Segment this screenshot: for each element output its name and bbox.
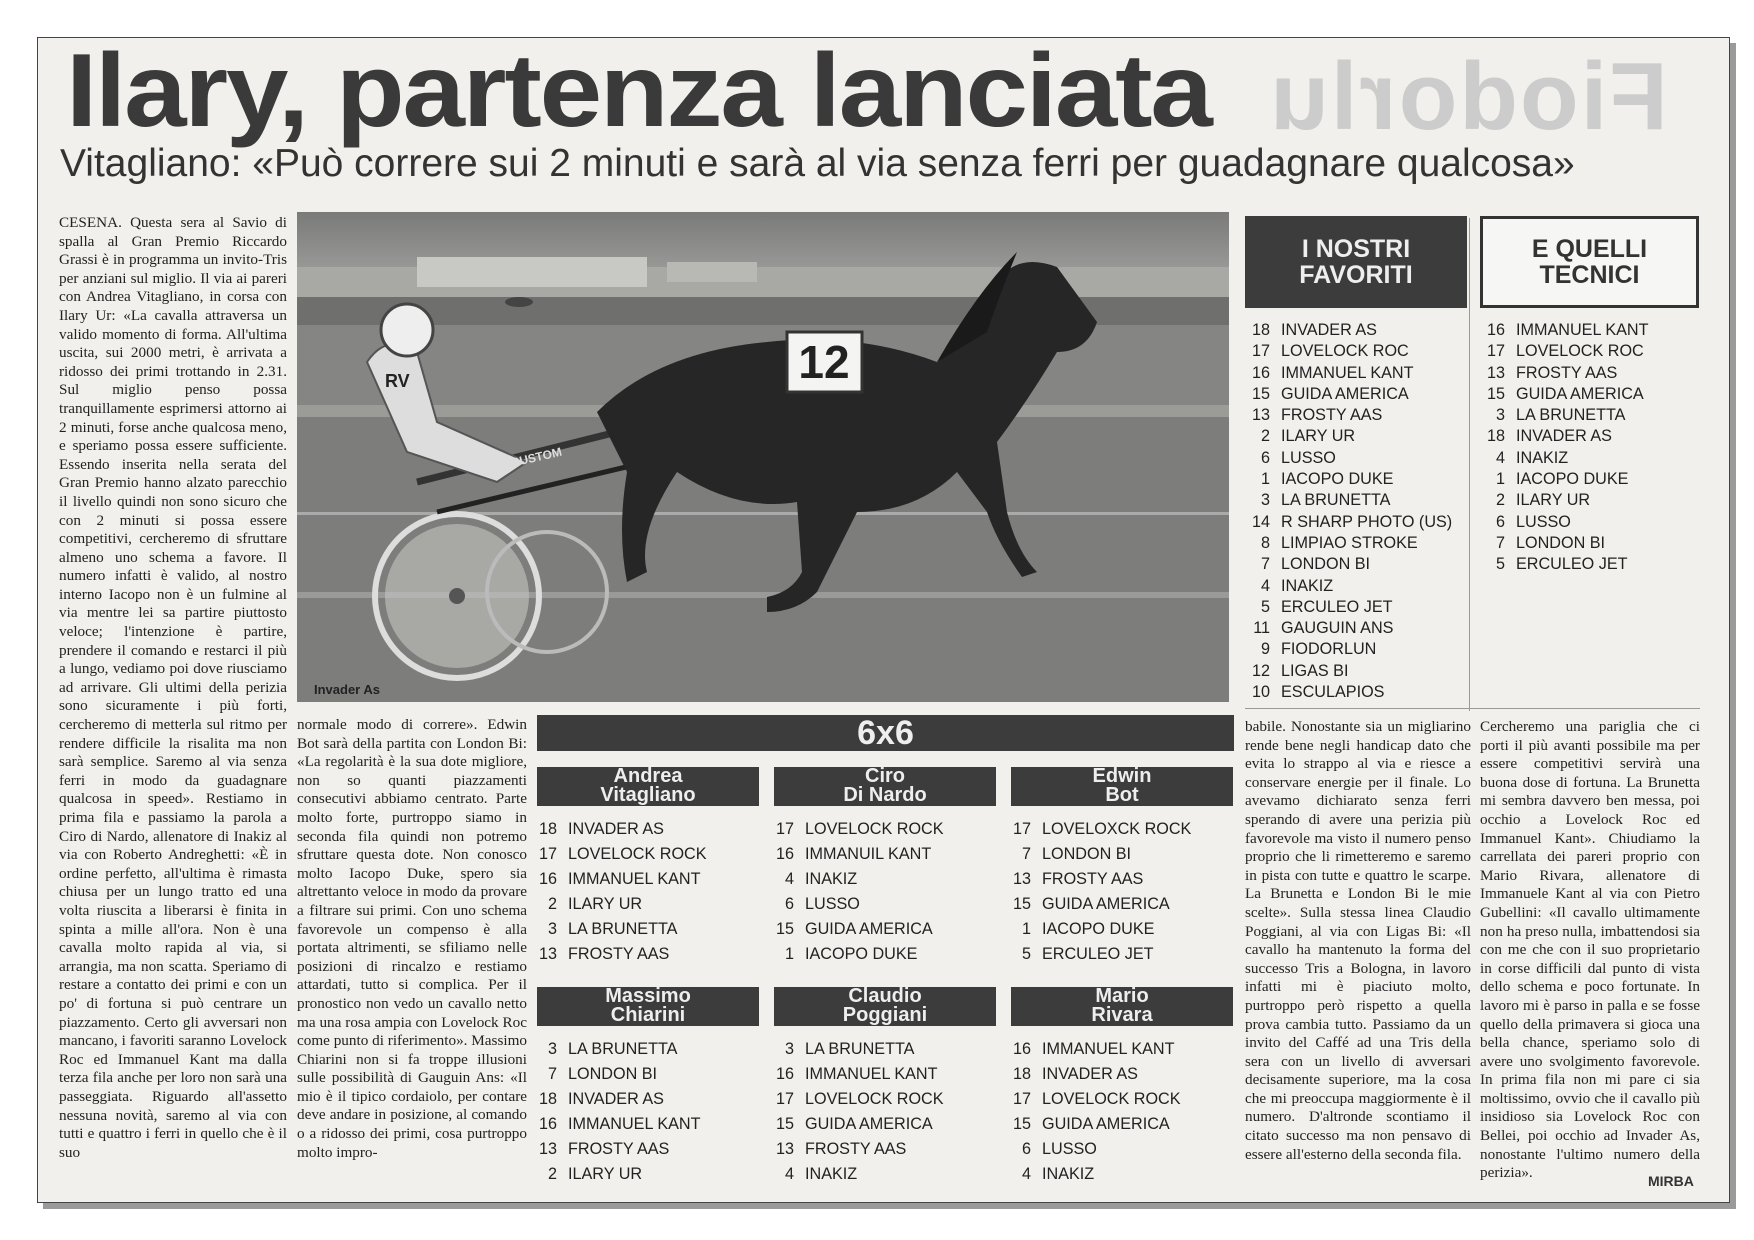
bleed-through-headline: Fiodorlu [1268,43,1668,150]
list-item: 7 LONDON BI [1495,533,1606,552]
list-item: 4 INAKIZ [1495,448,1569,467]
list-item: 3 LA BRUNETTA [547,920,678,938]
pick-mario-rivara [1011,987,1233,1187]
list-item: 3 LA BRUNETTA [784,1040,915,1058]
list-item: 14 R SHARP PHOTO (US) [1251,512,1453,531]
list-item: 11 GAUGUIN ANS [1253,619,1394,638]
pick-list [774,817,996,967]
list-item: 16 IMMANUIL KANT [775,845,932,863]
author-signature: MIRBA [1648,1173,1694,1189]
list-item: 12 LIGAS BI [1251,661,1349,680]
article-column-3 [1245,718,1471,1194]
article-text: Cercheremo una pariglia che ci porti il più avanti possibile ma per essere competitivi servirà una buona dose di fortuna. La Brunetta mi sembra davvero ben messa, poi occhio a Lovelock Roc ed Immanuel Kant». Chiudiamo la carrellata dei pareri proprio con Mario Rivara, allenatore di Immanuele Kant al via con Pietro Gubellini: «Il cavallo ultimamente non ha preso nulla, imbattendosi sia con me che con il suo proprietario in corse difficili dal punto di vista dello schema e poco fortunate. In lavoro mi è parso in palla e se fosse quello della primavera si gioca una bella chance, speriamo solo di avere uno svolgimento favorevole. In prima fila non mi pare ci sia moltissimo, ovvio che il cavallo più insidioso sia Lovelock Roc con Bellei, poi occhio ad Invader As, nonostante l'ultimo numero della perizia». [1480,718,1700,1182]
article-text: babile. Nonostante sia un migliarino rende bene negli handicap dato che evita lo strappo al via e riesce a conservare energie per il finale. Lo avevamo dichiarato senza ferri sperando di avere una perizia più favorevole ma visto il numero penso proprio che li rimetteremo e saremo in pista con tutte e quattro le scarpe. La Brunetta e London Bi le mie scelte». Sulla stessa linea Claudio Poggiani, al via con Ligas Bi: «Il cavallo ha mantenuto la forma del successo Tris a Bologna, in lavoro infatti mi è piaciuto molto, purtroppo però rispetto a quella prova cambia tutto. Passiamo da un invito del Caffé ad una Tris della sera con un livello di avversari decisamente superiore, ma la cosa che mi preoccupa maggiormente è il numero. D'altronde scontiamo il citato successo ma non pensavo di essere all'esterno della seconda fila. [1245,718,1471,1163]
newspaper-clipping [37,37,1730,1203]
list-item: 2 ILARY UR [547,1165,643,1183]
list-item: 13 FROSTY AAS [1486,363,1618,382]
helmet-text: RV [385,371,410,391]
favoriti-title-line1: I NOSTRI [1301,235,1411,263]
tecnici-title-line2: TECNICI [1539,261,1640,289]
pick-list [774,1037,996,1187]
pick-header: Andrea Vitagliano [537,767,759,806]
list-item: 3 LA BRUNETTA [1495,406,1626,425]
favoriti-title-line2: FAVORITI [1299,261,1413,289]
list-item: 17 LOVELOCK ROCK [775,1090,944,1108]
pick-ciro-di-nardo [774,767,996,967]
list-item: 16 IMMANUEL KANT [1251,363,1414,382]
list-item: 1 IACOPO DUKE [1260,470,1394,489]
list-item: 17 LOVELOCK ROC [1486,342,1644,361]
pick-edwin-bot [1011,767,1233,967]
list-item: 2 ILARY UR [1495,491,1591,510]
list-item: 4 INAKIZ [1260,576,1334,595]
subtitle: Vitagliano: «Può correre sui 2 minuti e sarà al via senza ferri per guadagnare qualcosa» [60,142,1575,185]
list-item: 17 LOVELOCK ROCK [1012,1090,1181,1108]
pick-massimo-chiarini [537,987,759,1187]
list-item: 13 FROSTY AAS [538,1140,670,1158]
list-item: 18 INVADER AS [1486,427,1612,446]
list-item: 1 IACOPO DUKE [1495,470,1629,489]
list-item: 16 IMMANUEL KANT [1012,1040,1175,1058]
pick-list [1011,1037,1233,1187]
list-item: 17 LOVELOCK ROC [1251,342,1409,361]
tecnici-list [1480,320,1649,576]
column-divider [1469,218,1470,711]
list-item: 10 ESCULAPIOS [1251,683,1385,702]
list-item: 13 FROSTY AAS [775,1140,907,1158]
list-item: 5 ERCULEO JET [1260,597,1393,616]
list-item: 15 GUIDA AMERICA [1251,384,1409,403]
stand-building [417,257,647,287]
list-item: 15 GUIDA AMERICA [775,920,933,938]
list-item: 6 LUSSO [1495,512,1571,531]
list-item: 6 LUSSO [1021,1140,1097,1158]
list-item: 17 LOVELOXCK ROCK [1012,820,1192,838]
list-item: 8 LIMPIAO STROKE [1260,533,1418,552]
list-item: 17 LOVELOCK ROCK [775,820,944,838]
pick-andrea-vitagliano [537,767,759,967]
list-item: 2 ILARY UR [1260,427,1356,446]
list-item: 3 LA BRUNETTA [1260,491,1391,510]
list-item: 18 INVADER AS [1251,321,1377,339]
pick-header: Ciro Di Nardo [774,767,996,806]
list-item: 16 IMMANUEL KANT [538,1115,701,1133]
harness-racing-photo [297,212,1229,702]
article-text: CESENA. Questa sera al Savio di spalla al Gran Premio Riccardo Grassi è in programma un invito-Tris per anziani sul miglio. Il via ai pareri con Andrea Vitagliano, in corsa con Ilary Ur: «La cavalla attraversa un valido momento di forma. All'ultima uscita, sui 2000 metri, è arrivata a ridosso dei primi trottando in 2.31. Sul miglio penso possa tranquillamente esprimersi attorno ai 2 minuti, forse anche qualcosa meno, e speriamo possa essere sufficiente. Essendo inserita nella serata del Gran Premio hanno alzato parecchio il livello quindi non sono sicuro che con 2 minuti si possa essere competitivi, cercheremo di sfruttare almeno uno schema a favore. Il numero infatti è valido, al nostro interno Iacopo non è un fulmine al via mentre lei sa partire piuttosto veloce; l'intenzione è partire, prendere il comando e restarci il più a lungo, vediamo poi dove riusciamo ad arrivare. Gli ultimi della perizia sono sicuramente i più forti, cercheremo di metterla sul ritmo per rendere difficile la risalita ma non sarà semplice. Saremo al via senza ferri in modo da guadagnare qualcosa in speed». Restiamo in prima fila e passiamo la parola a Ciro di Nardo, allenatore di Inakiz al via con Roberto Andreghetti: «È in ordine perfetto, all'ultima è rimasta chiusa per un lungo tratto ed una volta riuscita a liberarsi è finita in spinta a mille all'ora. Non è una cavalla molto rapida al via, si arrangia, ma non scatta. Speriamo di restare a contatto dei primi e con un po' di fortuna si può centrare un piazzamento. Certo gli avversari non mancano, i favoriti saranno Lovelock Roc ed Immanuel Kant ma dalla terza fila anche per loro non sarà una passeggiata. Riguardo all'assetto nessuna novità, saremo al via con tutti e quattro i ferri in quello che è il suo [59,214,287,1161]
list-item: 7 LONDON BI [1021,845,1132,863]
list-item: 13 FROSTY AAS [538,945,670,963]
tecnici-title-line1: E QUELLI [1531,235,1648,263]
article-column-1 [59,214,287,1194]
section-divider [1245,708,1700,709]
list-item: 16 IMMANUEL KANT [538,870,701,888]
list-item: 18 INVADER AS [538,820,664,838]
list-item: 18 INVADER AS [1012,1065,1138,1083]
list-item: 7 LONDON BI [547,1065,658,1083]
list-item: 13 FROSTY AAS [1251,406,1383,425]
pick-header: Massimo Chiarini [537,987,759,1026]
pick-claudio-poggiani [774,987,996,1187]
pick-list [537,817,759,967]
list-item: 4 INAKIZ [1021,1165,1095,1183]
list-item: 15 GUIDA AMERICA [1012,1115,1170,1133]
list-item: 13 FROSTY AAS [1012,870,1144,888]
list-item: 9 FIODORLUN [1260,640,1377,659]
helmet [381,304,433,356]
list-item: 17 LOVELOCK ROCK [538,845,707,863]
list-item: 15 GUIDA AMERICA [1486,384,1644,403]
list-item: 1 IACOPO DUKE [1021,920,1155,938]
favoriti-header [1245,216,1467,308]
sulky-brand: CUSTOM [509,444,564,470]
headline: Ilary, partenza lanciata [66,37,1211,149]
article-column-2 [297,716,527,1194]
pick-header: Edwin Bot [1011,767,1233,806]
list-item: 6 LUSSO [784,895,860,913]
pick-list [537,1037,759,1187]
list-item: 1 IACOPO DUKE [784,945,918,963]
list-item: 4 INAKIZ [784,1165,858,1183]
list-item: 16 IMMANUEL KANT [1486,321,1649,339]
sixbysix-banner: 6x6 [537,715,1234,751]
bib-number: 12 [798,336,850,388]
pick-header: Claudio Poggiani [774,987,996,1026]
list-item: 3 LA BRUNETTA [547,1040,678,1058]
list-item: 2 ILARY UR [547,895,643,913]
list-item: 16 IMMANUEL KANT [775,1065,938,1083]
list-item: 5 ERCULEO JET [1495,555,1628,574]
list-item: 15 GUIDA AMERICA [1012,895,1170,913]
pick-list [1011,817,1233,967]
list-item: 15 GUIDA AMERICA [775,1115,933,1133]
photo-caption: Invader As [314,682,380,697]
list-item: 18 INVADER AS [538,1090,664,1108]
list-item: 7 LONDON BI [1260,555,1371,574]
list-item: 5 ERCULEO JET [1021,945,1154,963]
tecnici-header [1480,216,1699,308]
list-item: 6 LUSSO [1260,448,1336,467]
pick-header: Mario Rivara [1011,987,1233,1026]
favoriti-list [1245,320,1452,703]
article-text: normale modo di correre». Edwin Bot sarà della partita con London Bi: «La regolarità è la sua dote migliore, non so quanti piazzamenti consecutivi abbiamo centrato. Parte molto forte, purtroppo siamo in seconda fila quindi non potremo sfruttare questa dote. Non conosco molto Iacopo Duke, spero sia altrettanto veloce in modo da provare a filtrare sui primi. Con uno schema favorevole un compenso è alla portata altrimenti, se sfiliamo nelle posizioni di rincalzo e restiamo attardati, tutto si complica. Per il pronostico non vedo un cavallo netto ma una rosa ampia con Lovelock Roc come punto di riferimento». Massimo Chiarini non si fa troppe illusioni sulle possibilità di Gauguin Ans: «Il mio è il tipico cordaiolo, per contare deve andare in posizione, al comando o a ridosso dei primi, cosa purtroppo molto impro- [297,716,527,1161]
list-item: 4 INAKIZ [784,870,858,888]
